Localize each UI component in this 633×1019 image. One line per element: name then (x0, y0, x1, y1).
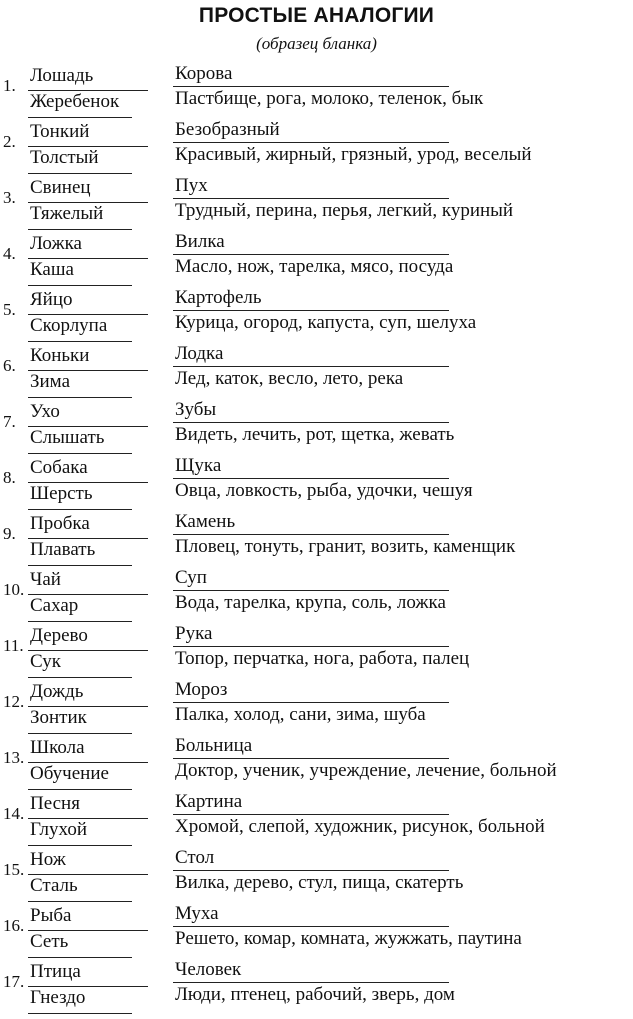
right-divider-line (173, 702, 449, 703)
left-top-word: Пробка (30, 513, 90, 534)
item-number: 2. (3, 132, 16, 151)
right-top-word: Рука (175, 623, 213, 644)
analogy-item (0, 454, 633, 510)
right-top-word: Больница (175, 735, 253, 756)
answer-options: Видеть, лечить, рот, щетка, жевать (175, 424, 455, 445)
right-divider-line (173, 590, 449, 591)
item-number: 3. (3, 188, 16, 207)
analogy-item (0, 342, 633, 398)
left-bottom-word: Зонтик (30, 707, 87, 728)
answer-options: Хромой, слепой, художник, рисунок, больной (175, 816, 545, 837)
right-divider-line (173, 758, 449, 759)
right-divider-line (173, 366, 449, 367)
left-top-word: Дерево (30, 625, 88, 646)
page-title: ПРОСТЫЕ АНАЛОГИИ (198, 4, 435, 27)
right-divider-line (173, 86, 449, 87)
right-divider-line (173, 310, 449, 311)
analogy-item (0, 566, 633, 622)
page-subtitle: (образец бланка) (256, 34, 377, 53)
analogy-item (0, 734, 633, 790)
analogy-item (0, 622, 633, 678)
item-number: 9. (3, 524, 16, 543)
left-bottom-word: Сахар (30, 595, 79, 616)
item-number: 17. (3, 972, 25, 991)
right-top-word: Стол (175, 847, 215, 868)
right-top-word: Человек (175, 959, 242, 980)
left-bottom-word: Каша (30, 259, 74, 280)
answer-options: Доктор, ученик, учреждение, лечение, больной (175, 760, 557, 781)
left-top-word: Лошадь (30, 65, 94, 86)
left-top-word: Яйцо (30, 289, 73, 310)
left-top-word: Птица (30, 961, 81, 982)
right-divider-line (173, 926, 449, 927)
left-top-word: Ложка (30, 233, 82, 254)
right-top-word: Муха (175, 903, 219, 924)
left-top-word: Чай (30, 569, 61, 590)
right-top-word: Пух (175, 175, 208, 196)
left-bottom-word: Зима (30, 371, 71, 392)
answer-options: Решето, комар, комната, жужжать, паутина (175, 928, 522, 949)
right-top-word: Щука (175, 455, 222, 476)
right-divider-line (173, 814, 449, 815)
analogy-item (0, 398, 633, 454)
item-number: 1. (3, 76, 16, 95)
analogy-item (0, 174, 633, 230)
item-number: 15. (3, 860, 25, 879)
item-number: 11. (3, 636, 24, 655)
right-top-word: Картина (175, 791, 243, 812)
left-bottom-word: Шерсть (30, 483, 93, 504)
item-number: 14. (3, 804, 25, 823)
item-number: 12. (3, 692, 25, 711)
answer-options: Вилка, дерево, стул, пища, скатерть (175, 872, 464, 893)
right-divider-line (173, 142, 449, 143)
right-top-word: Корова (175, 63, 233, 84)
analogy-item (0, 286, 633, 342)
left-bottom-word: Толстый (30, 147, 99, 168)
analogy-item (0, 678, 633, 734)
analogy-item (0, 846, 633, 902)
answer-options: Масло, нож, тарелка, мясо, посуда (175, 256, 454, 277)
answer-options: Пастбище, рога, молоко, теленок, бык (175, 88, 484, 109)
right-top-word: Вилка (175, 231, 225, 252)
left-underline (28, 1013, 132, 1014)
left-bottom-word: Жеребенок (30, 91, 120, 112)
answer-options: Вода, тарелка, крупа, соль, ложка (175, 592, 446, 613)
left-top-word: Рыба (30, 905, 72, 926)
right-divider-line (173, 198, 449, 199)
left-bottom-word: Глухой (30, 819, 87, 840)
right-top-word: Зубы (175, 399, 217, 420)
answer-options: Красивый, жирный, грязный, урод, веселый (175, 144, 532, 165)
right-divider-line (173, 646, 449, 647)
item-number: 8. (3, 468, 16, 487)
left-top-word: Коньки (30, 345, 90, 366)
item-number: 10. (3, 580, 25, 599)
right-top-word: Мороз (175, 679, 228, 700)
answer-options: Пловец, тонуть, гранит, возить, каменщик (175, 536, 516, 557)
right-divider-line (173, 982, 449, 983)
right-top-word: Безобразный (175, 119, 280, 140)
item-number: 16. (3, 916, 25, 935)
left-bottom-word: Плавать (30, 539, 96, 560)
left-bottom-word: Тяжелый (30, 203, 104, 224)
left-top-word: Собака (30, 457, 88, 478)
analogy-list (0, 62, 633, 1014)
item-number: 4. (3, 244, 16, 263)
analogy-item (0, 958, 633, 1014)
right-top-word: Суп (175, 567, 207, 588)
left-bottom-word: Сеть (30, 931, 69, 952)
right-divider-line (173, 422, 449, 423)
item-number: 13. (3, 748, 25, 767)
right-divider-line (173, 870, 449, 871)
analogy-item (0, 790, 633, 846)
answer-options: Лед, каток, весло, лето, река (175, 368, 404, 389)
left-bottom-word: Обучение (30, 763, 109, 784)
left-bottom-word: Сук (30, 651, 61, 672)
right-top-word: Лодка (175, 343, 224, 364)
answer-options: Курица, огород, капуста, суп, шелуха (175, 312, 477, 333)
right-divider-line (173, 478, 449, 479)
answer-options: Палка, холод, сани, зима, шуба (175, 704, 426, 725)
analogy-item (0, 62, 633, 118)
answer-options: Трудный, перина, перья, легкий, куриный (175, 200, 514, 221)
left-bottom-word: Гнездо (30, 987, 86, 1008)
answer-options: Топор, перчатка, нога, работа, палец (175, 648, 470, 669)
right-divider-line (173, 534, 449, 535)
left-top-word: Нож (30, 849, 66, 870)
left-top-word: Дождь (30, 681, 84, 702)
answer-options: Овца, ловкость, рыба, удочки, чешуя (175, 480, 473, 501)
analogy-item (0, 118, 633, 174)
item-number: 5. (3, 300, 16, 319)
analogy-item (0, 902, 633, 958)
left-bottom-word: Слышать (30, 427, 105, 448)
left-top-word: Школа (30, 737, 85, 758)
left-top-word: Свинец (30, 177, 91, 198)
item-number: 7. (3, 412, 16, 431)
right-top-word: Картофель (175, 287, 262, 308)
left-top-word: Ухо (30, 401, 60, 422)
analogy-item (0, 510, 633, 566)
right-divider-line (173, 254, 449, 255)
left-bottom-word: Скорлупа (30, 315, 108, 336)
left-bottom-word: Сталь (30, 875, 78, 896)
analogy-item (0, 230, 633, 286)
right-top-word: Камень (175, 511, 236, 532)
left-top-word: Тонкий (30, 121, 90, 142)
left-top-word: Песня (30, 793, 80, 814)
item-number: 6. (3, 356, 16, 375)
answer-options: Люди, птенец, рабочий, зверь, дом (175, 984, 455, 1005)
